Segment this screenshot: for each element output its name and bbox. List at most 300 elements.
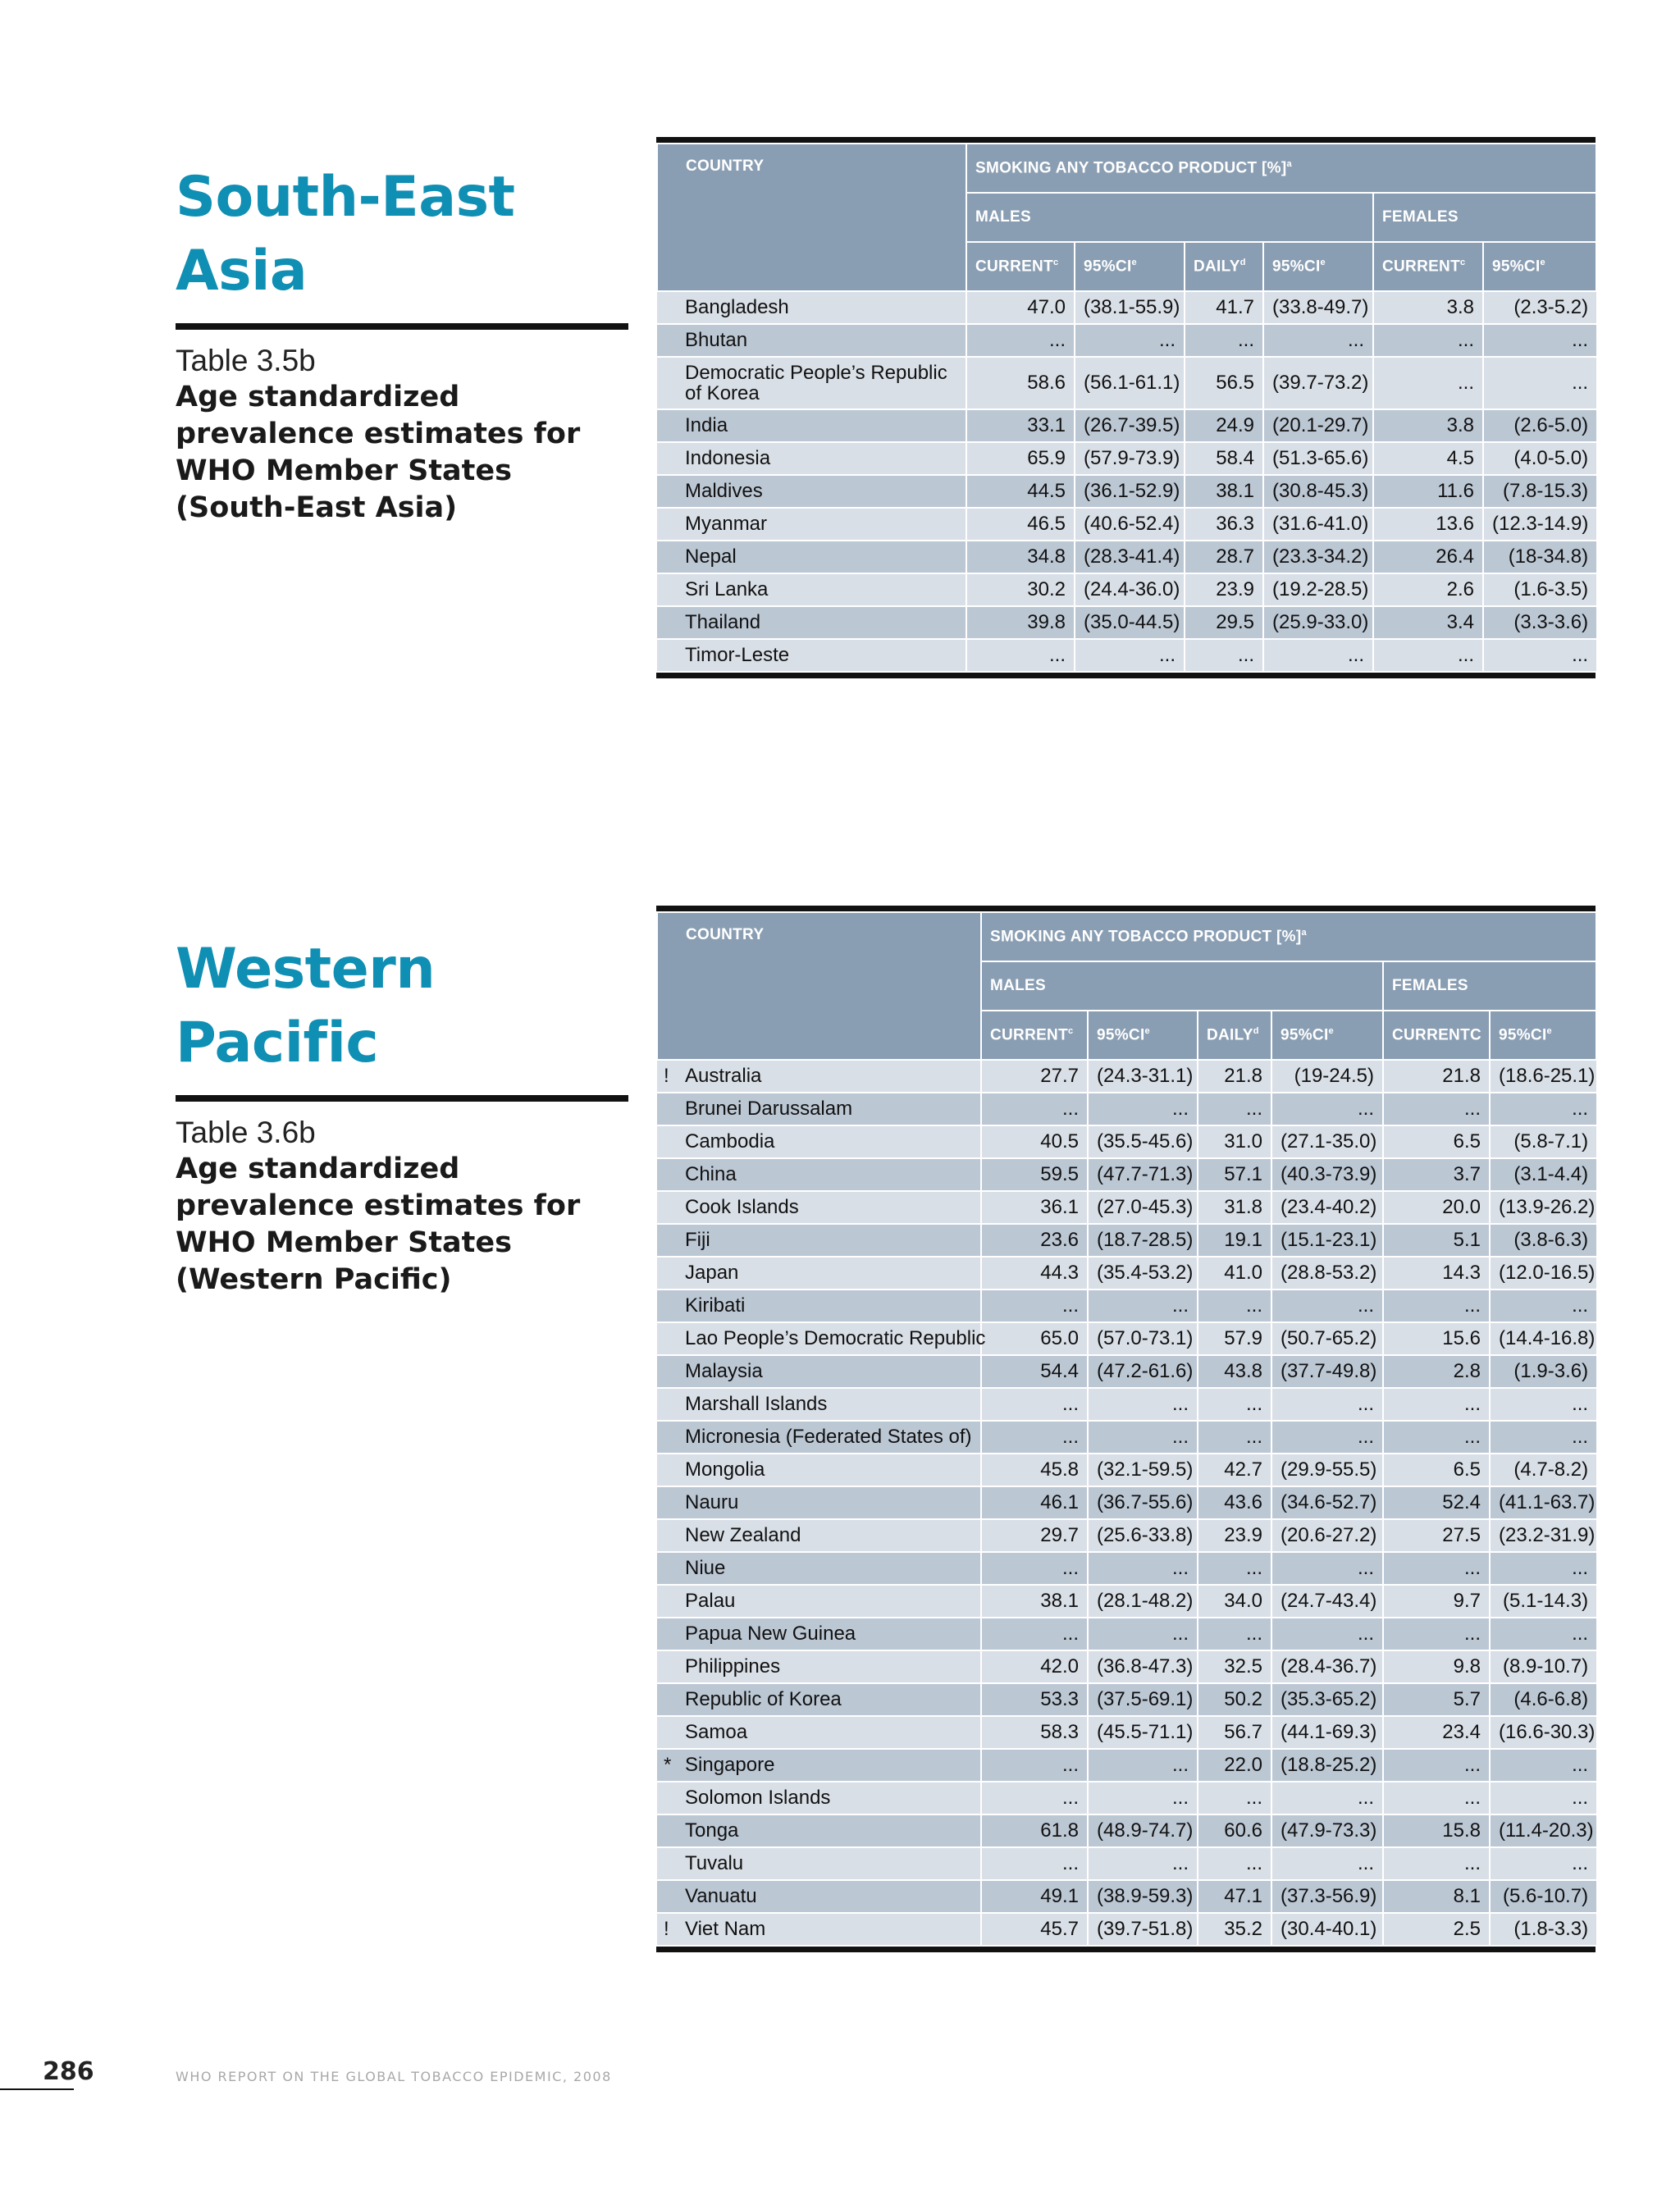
wp-table-label: Table 3.6b	[176, 1116, 316, 1149]
wp-header-current-m: CURRENT$^c$	[981, 1011, 1088, 1060]
table-row	[657, 1847, 1596, 1880]
sea-section-title	[176, 161, 628, 308]
value-cell: ...	[1198, 1782, 1271, 1814]
value-cell: (28.1-48.2)	[1088, 1585, 1198, 1618]
wp-divider	[176, 1095, 628, 1102]
country-cell	[657, 409, 966, 442]
value-cell: 34.0	[1198, 1585, 1271, 1618]
value-cell: 30.2	[966, 573, 1075, 606]
wp-header-females: FEMALES	[1383, 961, 1596, 1011]
value-cell: ...	[1383, 1388, 1490, 1421]
value-cell: (28.8-53.2)	[1271, 1257, 1383, 1289]
value-cell: 32.5	[1198, 1650, 1271, 1683]
value-cell: ...	[1198, 1421, 1271, 1454]
value-cell: (14.4-16.8)	[1490, 1322, 1596, 1355]
value-cell: 3.7	[1383, 1158, 1490, 1191]
country-name: Maldives	[685, 480, 763, 502]
value-cell: (3.1-4.4)	[1490, 1158, 1596, 1191]
table-row	[657, 1519, 1596, 1552]
value-cell: 23.4	[1383, 1716, 1490, 1749]
country-name: Lao People’s Democratic Republic	[685, 1327, 986, 1349]
value-cell: ...	[1490, 1782, 1596, 1814]
value-cell: 42.0	[981, 1650, 1088, 1683]
country-name: Tuvalu	[685, 1852, 744, 1874]
sea-table-caption: Age standardized prevalence estimates for WHO Member States (South-East Asia)	[176, 381, 581, 524]
value-cell: (15.1-23.1)	[1271, 1224, 1383, 1257]
wp-table-wrap	[656, 906, 1596, 1952]
wp-table-body	[657, 1060, 1596, 1946]
value-cell: 2.6	[1373, 573, 1483, 606]
country-cell	[657, 442, 966, 475]
country-name: Cambodia	[685, 1130, 775, 1153]
value-cell: (36.8-47.3)	[1088, 1650, 1198, 1683]
value-cell: 27.7	[981, 1060, 1088, 1093]
value-cell: ...	[1185, 639, 1263, 672]
value-cell: ...	[966, 639, 1075, 672]
value-cell: (47.7-71.3)	[1088, 1158, 1198, 1191]
country-cell	[657, 357, 966, 409]
wp-header-country: COUNTRY	[657, 912, 981, 1060]
sea-title-line1: South-East	[176, 165, 515, 230]
value-cell: 65.9	[966, 442, 1075, 475]
table-row	[657, 1683, 1596, 1716]
value-cell: 23.9	[1185, 573, 1263, 606]
wp-table-caption: Age standardized prevalence estimates for WHO Member States (Western Pacific)	[176, 1153, 581, 1296]
value-cell: 15.8	[1383, 1814, 1490, 1847]
value-cell: (25.6-33.8)	[1088, 1519, 1198, 1552]
value-cell: 34.8	[966, 541, 1075, 573]
wp-table	[656, 911, 1597, 1947]
value-cell: (26.7-39.5)	[1075, 409, 1185, 442]
country-name: Fiji	[685, 1229, 710, 1251]
value-cell: ...	[1383, 1618, 1490, 1650]
sea-header-ci-m2: 95%CIe	[1263, 242, 1373, 291]
value-cell: (39.7-51.8)	[1088, 1913, 1198, 1946]
country-cell	[657, 1224, 981, 1257]
country-cell	[657, 1716, 981, 1749]
value-cell: 5.1	[1383, 1224, 1490, 1257]
value-cell: (27.0-45.3)	[1088, 1191, 1198, 1224]
value-cell: 23.9	[1198, 1519, 1271, 1552]
value-cell: ...	[1490, 1552, 1596, 1585]
value-cell: 31.0	[1198, 1125, 1271, 1158]
value-cell: 2.5	[1383, 1913, 1490, 1946]
table-row	[657, 324, 1596, 357]
value-cell: (51.3-65.6)	[1263, 442, 1373, 475]
value-cell: 3.8	[1373, 409, 1483, 442]
country-name: Australia	[685, 1065, 762, 1087]
value-cell: (30.4-40.1)	[1271, 1913, 1383, 1946]
value-cell: (30.8-45.3)	[1263, 475, 1373, 508]
value-cell: 59.5	[981, 1158, 1088, 1191]
value-cell: ...	[1088, 1552, 1198, 1585]
value-cell: 52.4	[1383, 1486, 1490, 1519]
country-cell	[657, 1322, 986, 1355]
value-cell: 43.6	[1198, 1486, 1271, 1519]
value-cell: (18.7-28.5)	[1088, 1224, 1198, 1257]
sea-table-body	[657, 291, 1596, 672]
value-cell: 38.1	[1185, 475, 1263, 508]
value-cell: ...	[1198, 1388, 1271, 1421]
table-row	[657, 508, 1596, 541]
value-cell: ...	[981, 1388, 1088, 1421]
value-cell: (39.7-73.2)	[1263, 357, 1373, 409]
value-cell: ...	[1271, 1388, 1383, 1421]
value-cell: 27.5	[1383, 1519, 1490, 1552]
value-cell: 23.6	[981, 1224, 1088, 1257]
value-cell: 19.1	[1198, 1224, 1271, 1257]
table-row	[657, 541, 1596, 573]
value-cell: 41.0	[1198, 1257, 1271, 1289]
country-cell	[657, 291, 966, 324]
value-cell: 61.8	[981, 1814, 1088, 1847]
value-cell: 3.4	[1373, 606, 1483, 639]
value-cell: (5.6-10.7)	[1490, 1880, 1596, 1913]
footnote-mark: !	[664, 1065, 669, 1087]
value-cell: 47.0	[966, 291, 1075, 324]
value-cell: 44.5	[966, 475, 1075, 508]
value-cell: 58.6	[966, 357, 1075, 409]
footnote-mark: *	[664, 1754, 672, 1776]
value-cell: ...	[1383, 1749, 1490, 1782]
value-cell: ...	[1383, 1421, 1490, 1454]
country-name: Niue	[685, 1557, 726, 1579]
sea-divider	[176, 323, 628, 330]
country-name: Bangladesh	[685, 296, 789, 318]
wp-header-ci-f: 95%CIe	[1490, 1011, 1596, 1060]
value-cell: 38.1	[981, 1585, 1088, 1618]
value-cell: 28.7	[1185, 541, 1263, 573]
value-cell: ...	[981, 1093, 1088, 1125]
value-cell: (4.7-8.2)	[1490, 1454, 1596, 1486]
value-cell: ...	[1373, 639, 1483, 672]
country-name: Philippines	[685, 1655, 781, 1677]
country-cell	[657, 1519, 981, 1552]
value-cell: (7.8-15.3)	[1483, 475, 1596, 508]
table-row	[657, 1749, 1596, 1782]
value-cell: 45.7	[981, 1913, 1088, 1946]
value-cell: ...	[1271, 1093, 1383, 1125]
wp-header-group: SMOKING ANY TOBACCO PRODUCT [%]$^a$	[981, 912, 1596, 961]
value-cell: (38.9-59.3)	[1088, 1880, 1198, 1913]
value-cell: (19.2-28.5)	[1263, 573, 1373, 606]
sea-header-males: MALES	[966, 193, 1373, 242]
table-row	[657, 1158, 1596, 1191]
value-cell: ...	[981, 1421, 1088, 1454]
value-cell: (3.8-6.3)	[1490, 1224, 1596, 1257]
value-cell: (23.4-40.2)	[1271, 1191, 1383, 1224]
sea-header-group: SMOKING ANY TOBACCO PRODUCT [%]$^a$	[966, 144, 1596, 193]
sea-header-ci-m1: 95%CIe	[1075, 242, 1185, 291]
table-row	[657, 357, 1596, 409]
value-cell: 47.1	[1198, 1880, 1271, 1913]
value-cell: (35.0-44.5)	[1075, 606, 1185, 639]
value-cell: 29.5	[1185, 606, 1263, 639]
sea-header-current-f: CURRENT$^c$	[1373, 242, 1483, 291]
country-cell	[657, 1289, 981, 1322]
country-name: Samoa	[685, 1721, 748, 1743]
country-name: Viet Nam	[685, 1918, 766, 1940]
value-cell: ...	[1198, 1289, 1271, 1322]
value-cell: 6.5	[1383, 1454, 1490, 1486]
table-row	[657, 1191, 1596, 1224]
value-cell: 4.5	[1373, 442, 1483, 475]
sea-header-ci-f: 95%CIe	[1483, 242, 1596, 291]
value-cell: ...	[981, 1552, 1088, 1585]
value-cell: ...	[1271, 1289, 1383, 1322]
value-cell: ...	[1490, 1421, 1596, 1454]
value-cell: ...	[1383, 1782, 1490, 1814]
value-cell: ...	[1271, 1782, 1383, 1814]
table-row	[657, 1716, 1596, 1749]
value-cell: ...	[1088, 1847, 1198, 1880]
country-name: New Zealand	[685, 1524, 801, 1546]
country-name: Nauru	[685, 1491, 739, 1513]
value-cell: (35.5-45.6)	[1088, 1125, 1198, 1158]
table-row	[657, 1355, 1596, 1388]
table-row	[657, 1257, 1596, 1289]
table-row	[657, 1060, 1596, 1093]
country-cell	[657, 1191, 981, 1224]
value-cell: 46.1	[981, 1486, 1088, 1519]
value-cell: (37.7-49.8)	[1271, 1355, 1383, 1388]
sea-side-block	[176, 161, 628, 527]
value-cell: 29.7	[981, 1519, 1088, 1552]
value-cell: (12.3-14.9)	[1483, 508, 1596, 541]
table-row	[657, 1585, 1596, 1618]
country-name: Thailand	[685, 611, 761, 633]
table-row	[657, 475, 1596, 508]
table-row	[657, 1093, 1596, 1125]
value-cell: 57.9	[1198, 1322, 1271, 1355]
value-cell: 65.0	[981, 1322, 1088, 1355]
wp-header-males: MALES	[981, 961, 1383, 1011]
country-name: Nepal	[685, 545, 737, 568]
value-cell: (18.6-25.1)	[1490, 1060, 1596, 1093]
country-cell	[657, 541, 966, 573]
value-cell: 45.8	[981, 1454, 1088, 1486]
value-cell: ...	[981, 1289, 1088, 1322]
country-name: Sri Lanka	[685, 578, 769, 600]
value-cell: 40.5	[981, 1125, 1088, 1158]
value-cell: (28.3-41.4)	[1075, 541, 1185, 573]
table-row	[657, 1125, 1596, 1158]
country-name: Timor-Leste	[685, 644, 790, 666]
table-row	[657, 1289, 1596, 1322]
value-cell: (23.2-31.9)	[1490, 1519, 1596, 1552]
country-cell	[657, 639, 966, 672]
value-cell: ...	[1088, 1782, 1198, 1814]
footer-rule	[0, 2088, 74, 2090]
value-cell: (41.1-63.7)	[1490, 1486, 1596, 1519]
value-cell: (13.9-26.2)	[1490, 1191, 1596, 1224]
value-cell: ...	[1088, 1421, 1198, 1454]
wp-side-block	[176, 933, 628, 1299]
value-cell: 57.1	[1198, 1158, 1271, 1191]
value-cell: (40.3-73.9)	[1271, 1158, 1383, 1191]
value-cell: (48.9-74.7)	[1088, 1814, 1198, 1847]
value-cell: 36.1	[981, 1191, 1088, 1224]
country-cell	[657, 1913, 981, 1946]
country-cell	[657, 1421, 981, 1454]
table-row	[657, 1782, 1596, 1814]
value-cell: (37.5-69.1)	[1088, 1683, 1198, 1716]
value-cell: (35.3-65.2)	[1271, 1683, 1383, 1716]
value-cell: (2.6-5.0)	[1483, 409, 1596, 442]
value-cell: 14.3	[1383, 1257, 1490, 1289]
table-row	[657, 1388, 1596, 1421]
table-row	[657, 409, 1596, 442]
value-cell: 24.9	[1185, 409, 1263, 442]
value-cell: ...	[1271, 1618, 1383, 1650]
country-cell	[657, 1847, 981, 1880]
value-cell: ...	[1373, 357, 1483, 409]
value-cell: (37.3-56.9)	[1271, 1880, 1383, 1913]
sea-title-line2: Asia	[176, 239, 308, 304]
wp-header-ci-m1: 95%CIe	[1088, 1011, 1198, 1060]
country-cell	[657, 1552, 981, 1585]
value-cell: (57.9-73.9)	[1075, 442, 1185, 475]
value-cell: ...	[981, 1618, 1088, 1650]
table-row	[657, 1814, 1596, 1847]
sea-header-country: COUNTRY	[657, 144, 966, 291]
wp-table-top-rule	[656, 906, 1596, 911]
country-name: Malaysia	[685, 1360, 763, 1382]
value-cell: ...	[1263, 324, 1373, 357]
value-cell: (3.3-3.6)	[1483, 606, 1596, 639]
sea-table-wrap	[656, 137, 1596, 678]
value-cell: 6.5	[1383, 1125, 1490, 1158]
value-cell: 50.2	[1198, 1683, 1271, 1716]
value-cell: ...	[1490, 1749, 1596, 1782]
value-cell: 58.3	[981, 1716, 1088, 1749]
value-cell: 36.3	[1185, 508, 1263, 541]
wp-header-ci-m2: 95%CIe	[1271, 1011, 1383, 1060]
value-cell: 56.7	[1198, 1716, 1271, 1749]
value-cell: ...	[1490, 1093, 1596, 1125]
sea-header-current-m: CURRENT$^c$	[966, 242, 1075, 291]
value-cell: 5.7	[1383, 1683, 1490, 1716]
value-cell: 31.8	[1198, 1191, 1271, 1224]
value-cell: (31.6-41.0)	[1263, 508, 1373, 541]
value-cell: (5.1-14.3)	[1490, 1585, 1596, 1618]
value-cell: 3.8	[1373, 291, 1483, 324]
value-cell: (44.1-69.3)	[1271, 1716, 1383, 1749]
value-cell: 21.8	[1383, 1060, 1490, 1093]
value-cell: ...	[1483, 357, 1596, 409]
country-name: India	[685, 414, 728, 436]
value-cell: (35.4-53.2)	[1088, 1257, 1198, 1289]
value-cell: ...	[1088, 1618, 1198, 1650]
country-cell	[657, 1618, 981, 1650]
country-cell	[657, 1257, 981, 1289]
country-cell	[657, 1782, 981, 1814]
value-cell: 15.6	[1383, 1322, 1490, 1355]
value-cell: (57.0-73.1)	[1088, 1322, 1198, 1355]
table-row	[657, 1322, 1596, 1355]
sea-table	[656, 143, 1597, 673]
country-name: Cook Islands	[685, 1196, 799, 1218]
value-cell: (34.6-52.7)	[1271, 1486, 1383, 1519]
value-cell: ...	[1483, 324, 1596, 357]
value-cell: ...	[1383, 1289, 1490, 1322]
sea-table-bottom-rule	[656, 673, 1596, 678]
country-cell	[657, 1388, 981, 1421]
value-cell: ...	[981, 1749, 1088, 1782]
country-cell	[657, 1814, 981, 1847]
value-cell: ...	[1271, 1847, 1383, 1880]
value-cell: (33.8-49.7)	[1263, 291, 1373, 324]
value-cell: ...	[1271, 1421, 1383, 1454]
value-cell: ...	[1383, 1847, 1490, 1880]
value-cell: 2.8	[1383, 1355, 1490, 1388]
country-name: Democratic People’s Republic of Korea	[685, 362, 947, 404]
value-cell: (24.3-31.1)	[1088, 1060, 1198, 1093]
country-cell	[657, 1683, 981, 1716]
country-cell	[657, 1486, 981, 1519]
country-cell	[657, 1355, 981, 1388]
value-cell: (45.5-71.1)	[1088, 1716, 1198, 1749]
country-name: Brunei Darussalam	[685, 1098, 853, 1120]
value-cell: ...	[1088, 1749, 1198, 1782]
value-cell: (12.0-16.5)	[1490, 1257, 1596, 1289]
country-cell	[657, 1454, 981, 1486]
value-cell: 56.5	[1185, 357, 1263, 409]
value-cell: 26.4	[1373, 541, 1483, 573]
value-cell: ...	[1198, 1552, 1271, 1585]
value-cell: ...	[1490, 1289, 1596, 1322]
value-cell: ...	[1383, 1093, 1490, 1125]
table-row	[657, 639, 1596, 672]
value-cell: 20.0	[1383, 1191, 1490, 1224]
table-row	[657, 291, 1596, 324]
value-cell: 42.7	[1198, 1454, 1271, 1486]
country-cell	[657, 1158, 981, 1191]
wp-table-bottom-rule	[656, 1947, 1596, 1952]
country-name: Marshall Islands	[685, 1393, 828, 1415]
value-cell: (18.8-25.2)	[1271, 1749, 1383, 1782]
country-cell	[657, 475, 966, 508]
value-cell: ...	[1088, 1388, 1198, 1421]
value-cell: ...	[981, 1847, 1088, 1880]
value-cell: ...	[1088, 1289, 1198, 1322]
country-name: Vanuatu	[685, 1885, 757, 1907]
value-cell: (47.9-73.3)	[1271, 1814, 1383, 1847]
value-cell: 9.7	[1383, 1585, 1490, 1618]
footer-report-title: WHO REPORT ON THE GLOBAL TOBACCO EPIDEMIC, 2008	[176, 2069, 612, 2084]
table-row	[657, 1224, 1596, 1257]
value-cell: (1.6-3.5)	[1483, 573, 1596, 606]
table-row	[657, 1486, 1596, 1519]
country-cell	[657, 324, 966, 357]
value-cell: ...	[1185, 324, 1263, 357]
country-cell	[657, 1585, 981, 1618]
value-cell: ...	[1490, 1388, 1596, 1421]
value-cell: ...	[1198, 1093, 1271, 1125]
table-row	[657, 573, 1596, 606]
country-cell	[657, 508, 966, 541]
value-cell: 41.7	[1185, 291, 1263, 324]
table-row	[657, 1421, 1596, 1454]
value-cell: ...	[1198, 1618, 1271, 1650]
table-row	[657, 606, 1596, 639]
value-cell: ...	[1271, 1552, 1383, 1585]
value-cell: 8.1	[1383, 1880, 1490, 1913]
value-cell: 33.1	[966, 409, 1075, 442]
table-row	[657, 1618, 1596, 1650]
wp-header-current-f: CURRENTC	[1383, 1011, 1490, 1060]
value-cell: (36.7-55.6)	[1088, 1486, 1198, 1519]
